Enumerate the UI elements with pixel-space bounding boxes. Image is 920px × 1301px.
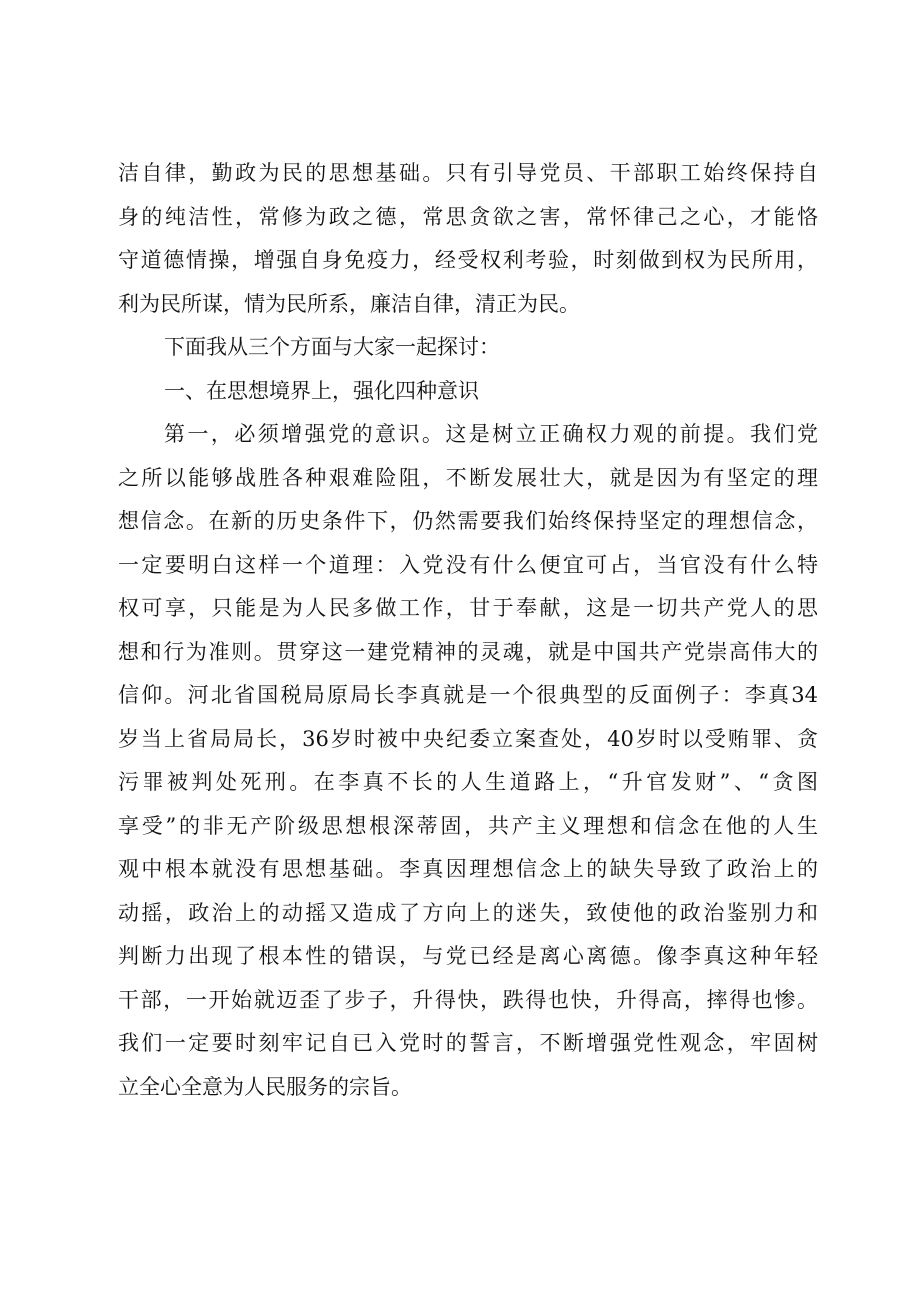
paragraph-1-line-1: 洁自律，勤政为民的思想基础。只有引导党员、干部职工始终保持自 [118,161,818,185]
paragraph-4-line-3: 想信念。在新的历史条件下，仍然需要我们始终保持坚定的理想信念， [118,509,818,533]
paragraph-4-line-9: 污罪被判处死刑。在李真不长的人生道路上，“升官发财”、“贪图 [118,770,818,794]
paragraph-4-line-13: 判断力出现了根本性的错误，与党已经是离心离德。像李真这种年轻 [118,944,818,968]
paragraph-4-line-6: 想和行为准则。贯穿这一建党精神的灵魂，就是中国共产党崇高伟大的 [118,639,818,664]
paragraph-4-line-4: 一定要明白这样一个道理：入党没有什么便宜可占，当官没有什么特 [118,552,818,577]
paragraph-4-line-12: 动摇，政治上的动摇又造成了方向上的迷失，致使他的政治鉴别力和 [118,900,818,925]
body-text [118,152,818,1109]
paragraph-4-line-15: 我们一定要时刻牢记自已入党时的誓言，不断增强党性观念，牢固树 [118,1031,818,1055]
paragraph-4-line-2: 之所以能够战胜各种艰难险阻，不断发展壮大，就是因为有坚定的理 [118,465,818,490]
paragraph-1-line-3: 守道德情操，增强自身免疫力，经受权利考验，时刻做到权为民所用， [118,248,818,272]
paragraph-1-line-2: 身的纯洁性，常修为政之德，常思贪欲之害，常怀律己之心，才能恪 [118,204,818,229]
paragraph-4-line-10: 享受”的非无产阶级思想根深蒂固，共产主义理想和信念在他的人生 [118,813,818,838]
paragraph-4-line-5: 权可享，只能是为人民多做工作，甘于奉献，这是一切共产党人的思 [118,596,818,620]
paragraph-1-line-4: 利为民所谋，情为民所系，廉洁自律，清正为民。 [118,291,580,316]
section-heading: 一、在思想境界上，强化四种意识 [164,378,479,403]
paragraph-4-line-8: 岁当上省局局长，36岁时被中央纪委立案查处，40岁时以受贿罪、贪 [118,726,818,751]
paragraph-4-line-7: 信仰。河北省国税局原局长李真就是一个很典型的反面例子：李真34 [118,683,818,707]
paragraph-4-line-16: 立全心全意为人民服务的宗旨。 [118,1074,412,1099]
paragraph-4-line-14: 干部，一开始就迈歪了步子，升得快，跌得也快，升得高，摔得也惨。 [118,987,818,1012]
paragraph-4-line-11: 观中根本就没有思想基础。李真因理想信念上的缺失导致了政治上的 [118,857,818,881]
paragraph-4-line-1: 第一，必须增强党的意识。这是树立正确权力观的前提。我们党 [164,422,818,446]
paragraph-2-line-1: 下面我从三个方面与大家一起探讨： [164,335,500,359]
